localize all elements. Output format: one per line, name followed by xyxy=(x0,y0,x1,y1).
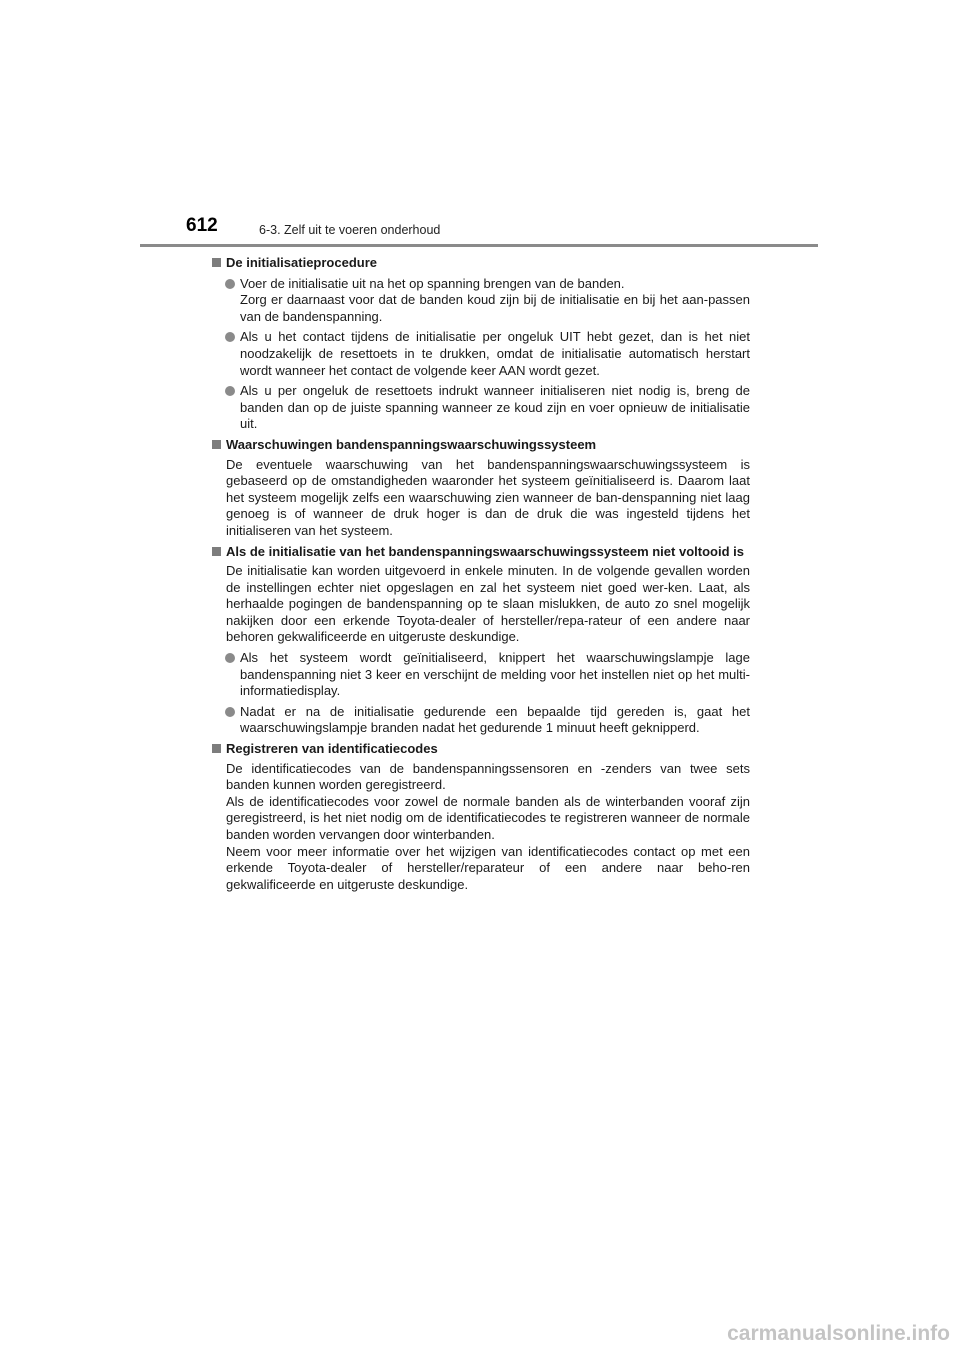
section-identificatiecodes xyxy=(210,741,750,893)
list-item xyxy=(210,276,750,326)
bullet-text: Als u per ongeluk de resettoets indrukt wanneer initialiseren niet nodig is, breng de banden dan op de juiste spanning wanneer ze koud zijn en voer opnieuw de initialisatie uit. xyxy=(240,383,750,432)
circle-bullet-icon xyxy=(225,707,235,717)
section-waarschuwingen xyxy=(210,437,750,540)
list-item xyxy=(210,383,750,433)
bullet-text: Nadat er na de initialisatie gedurende een bepaalde tijd gereden is, gaat het waarschuwingslampje branden nadat het gedurende 1 minuut heeft geknipperd. xyxy=(240,703,750,736)
header-divider xyxy=(140,244,818,247)
paragraph-line: Als de identificatiecodes voor zowel de normale banden als de winterbanden vooraf zijn geregistreerd, is het niet nodig om de identificatiecodes te registreren wanneer de normale banden worden vervangen door winterbanden. xyxy=(226,793,750,842)
list-item xyxy=(210,329,750,379)
heading-text: De initialisatieprocedure xyxy=(226,255,377,270)
circle-bullet-icon xyxy=(225,332,235,342)
section-title: 6-3. Zelf uit te voeren onderhoud xyxy=(259,223,441,237)
section-paragraph: De eventuele waarschuwing van het bandenspanningswaarschuwingssysteem is gebaseerd op de omstandigheden waaronder het systeem geïnitialiseerd is. Daarom laat het systeem mogelijk zelfs een waarschuwing zien wanneer de ban-denspanning niet laag genoeg is of wanneer de druk hoger is dan de druk die was ingesteld tijdens het initialiseren van het systeem. xyxy=(226,456,750,538)
circle-bullet-icon xyxy=(225,279,235,289)
circle-bullet-icon xyxy=(225,386,235,396)
paragraph-line: Neem voor meer informatie over het wijzigen van identificatiecodes contact op met een erkende Toyota-dealer of hersteller/reparateur of een andere naar beho-ren gekwalificeerde en uitgeruste deskundige. xyxy=(226,843,750,892)
bullet-text: Als het systeem wordt geïnitialiseerd, knippert het waarschuwingslampje lage bandenspanning niet 3 keer en verschijnt de melding voor het instellen niet op het multi-informatiedisplay. xyxy=(240,650,750,699)
page-number: 612 xyxy=(186,215,218,236)
square-bullet-icon xyxy=(212,744,221,753)
heading-text: Als de initialisatie van het bandenspanningswaarschuwingssysteem niet voltooid is xyxy=(226,543,744,559)
watermark: carmanualsonline.info xyxy=(727,1322,950,1345)
section-paragraph xyxy=(210,761,750,894)
bullet-text: Voer de initialisatie uit na het op spanning brengen van de banden. xyxy=(240,275,625,291)
square-bullet-icon xyxy=(212,547,221,556)
heading-text: Waarschuwingen bandenspanningswaarschuwingssysteem xyxy=(226,436,597,452)
square-bullet-icon xyxy=(212,258,221,267)
page-header xyxy=(0,0,960,250)
bullet-text: Als u het contact tijdens de initialisatie per ongeluk UIT hebt gezet, dan is het niet noodzakelijk de resettoets in te drukken, omdat de initialisatie automatisch herstart wordt wanneer het contact de volgende keer AAN wordt gezet. xyxy=(240,329,750,378)
section-heading xyxy=(210,544,750,561)
section-initialisatieprocedure xyxy=(210,255,750,433)
section-paragraph: De initialisatie kan worden uitgevoerd in enkele minuten. In de volgende gevallen worden de instellingen echter niet opgeslagen en zal het systeem niet goed wer-ken. Laat, als herhaalde pogingen de bandenspanning op te slaan mislukken, de auto zo snel mogelijk nakijken door een erkende Toyota-dealer of hersteller/repa-rateur of een andere naar behoren gekwalificeerde en uitgeruste deskundige. xyxy=(226,563,750,645)
list-item xyxy=(210,650,750,700)
paragraph-line: De identificatiecodes van de bandenspanningssensoren en -zenders van twee sets banden kunnen worden geregistreerd. xyxy=(226,760,750,793)
bullet-text-continued: Zorg er daarnaast voor dat de banden koud zijn bij de initialisatie en bij het aan-passen van de bandenspanning. xyxy=(240,292,750,324)
page-content xyxy=(210,255,750,897)
square-bullet-icon xyxy=(212,440,221,449)
section-heading xyxy=(210,255,750,272)
list-item xyxy=(210,704,750,737)
heading-text: Registreren van identificatiecodes xyxy=(226,741,438,757)
circle-bullet-icon xyxy=(225,653,235,663)
section-heading xyxy=(210,437,750,454)
section-heading xyxy=(210,741,750,758)
section-initialisatie-niet-voltooid xyxy=(210,544,750,738)
